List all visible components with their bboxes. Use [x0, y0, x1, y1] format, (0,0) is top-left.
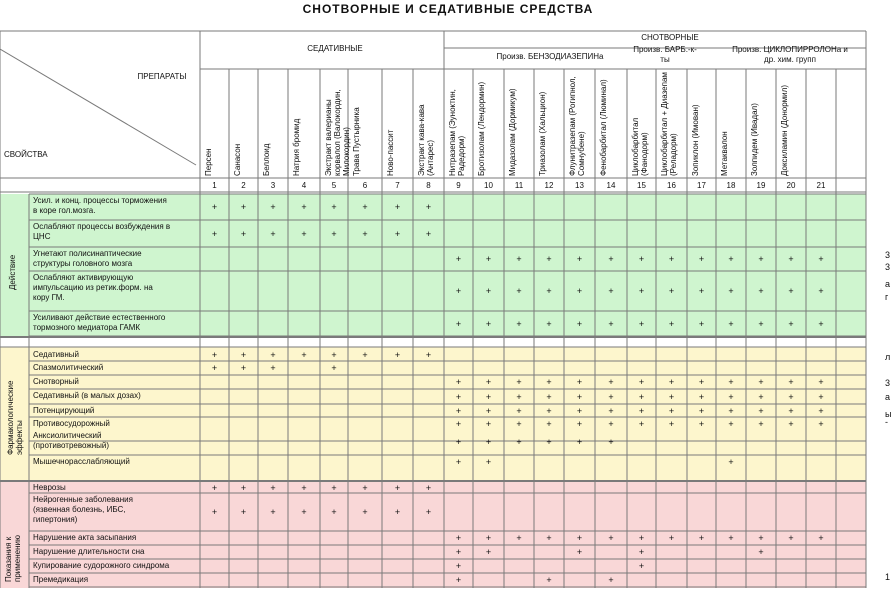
plus-mark: + — [240, 483, 247, 493]
group-label-indications: Показания к применению — [4, 535, 22, 582]
column-number: 9 — [456, 181, 461, 190]
plus-mark: + — [485, 547, 492, 557]
plus-mark: + — [362, 228, 368, 239]
plus-mark: + — [485, 391, 492, 402]
plus-mark: + — [728, 533, 734, 543]
plus-mark: + — [788, 286, 794, 296]
plus-mark: + — [758, 419, 764, 429]
column-number: 13 — [575, 181, 584, 190]
plus-mark: + — [485, 533, 492, 543]
plus-mark: + — [485, 437, 492, 447]
column-number: 10 — [484, 181, 493, 190]
plus-mark: + — [331, 483, 337, 493]
plus-mark: + — [362, 202, 368, 212]
row-label: Анксиолитический (противотревожный) — [33, 431, 110, 450]
plus-mark: + — [455, 406, 462, 416]
plus-mark: + — [455, 575, 462, 585]
plus-mark: + — [270, 507, 276, 517]
edge-fragment: 3 — [885, 250, 891, 260]
plus-mark: + — [818, 419, 824, 429]
drug-name: Нитразепам (Эуноктин, Радедорм) — [448, 89, 466, 176]
plus-mark: + — [301, 483, 307, 493]
plus-mark: + — [455, 377, 462, 387]
plus-mark: + — [668, 377, 675, 387]
row-label: Нарушение акта засыпания — [33, 533, 137, 542]
row-label: Седативный — [33, 350, 80, 359]
plus-mark: + — [394, 507, 401, 517]
plus-mark: + — [758, 377, 764, 387]
plus-mark: + — [394, 228, 401, 239]
plus-mark: + — [516, 377, 522, 387]
drug-name: Доксиламин (Донормил) — [780, 85, 789, 176]
drug-name: Санасон — [233, 143, 242, 176]
plus-mark: + — [758, 254, 764, 264]
plus-mark: + — [240, 350, 247, 360]
plus-mark: + — [516, 391, 522, 402]
row-label: Снотворный — [33, 377, 79, 386]
column-number: 7 — [395, 181, 400, 190]
header-barb: Произв. БАРБ.-к- ты — [633, 45, 697, 64]
plus-mark: + — [394, 202, 401, 212]
plus-mark: + — [608, 575, 614, 585]
plus-mark: + — [638, 318, 645, 329]
plus-mark: + — [698, 406, 705, 416]
plus-mark: + — [455, 419, 462, 429]
plus-mark: + — [516, 318, 522, 329]
plus-mark: + — [455, 318, 462, 329]
plus-mark: + — [728, 406, 734, 416]
plus-mark: + — [425, 507, 432, 517]
edge-fragment: а — [885, 279, 891, 289]
row-label: Неврозы — [33, 483, 66, 492]
plus-mark: + — [576, 533, 583, 543]
plus-mark: + — [455, 561, 462, 571]
header-snotvornye: СНОТВОРНЫЕ — [641, 33, 699, 42]
column-number: 4 — [301, 181, 307, 190]
edge-fragment: а — [885, 392, 891, 402]
plus-mark: + — [331, 350, 337, 360]
edge-fragment: ы — [885, 409, 892, 419]
plus-mark: + — [331, 363, 337, 373]
row-label: Нарушение длительности сна — [33, 547, 145, 556]
plus-mark: + — [485, 406, 492, 416]
plus-mark: + — [728, 391, 734, 402]
column-number: 20 — [786, 181, 796, 190]
plus-mark: + — [788, 254, 794, 264]
row-label: Спазмолитический — [33, 363, 104, 372]
plus-mark: + — [485, 254, 492, 264]
drug-name: Флунитразепам (Рогипнол, Сомнубене) — [568, 76, 586, 176]
column-number: 16 — [667, 181, 676, 190]
plus-mark: + — [608, 254, 614, 264]
plus-mark: + — [758, 406, 764, 416]
header-diagonal — [0, 49, 196, 165]
edge-fragment: - — [885, 417, 888, 427]
plus-mark: + — [331, 202, 337, 212]
drug-name: Золпидем (Ивадал) — [750, 103, 759, 176]
plus-mark: + — [425, 202, 432, 212]
plus-mark: + — [608, 533, 614, 543]
plus-mark: + — [638, 561, 645, 571]
plus-mark: + — [818, 318, 824, 329]
plus-mark: + — [698, 377, 705, 387]
group-label-pharm: Фармакологические эффекты — [6, 380, 24, 455]
plus-mark: + — [516, 533, 522, 543]
plus-mark: + — [818, 286, 824, 296]
plus-mark: + — [362, 350, 368, 360]
drug-name: Персен — [204, 148, 213, 176]
column-number: 1 — [212, 181, 217, 190]
plus-mark: + — [788, 419, 794, 429]
plus-mark: + — [576, 406, 583, 416]
drug-name: Циклобарбитал + Диазепам (Реладорм) — [660, 72, 678, 176]
plus-mark: + — [698, 286, 705, 296]
column-number: 5 — [331, 181, 337, 190]
plus-mark: + — [638, 419, 645, 429]
plus-mark: + — [485, 457, 492, 467]
edge-fragment: 3 — [885, 378, 891, 388]
plus-mark: + — [608, 391, 614, 402]
plus-mark: + — [698, 254, 705, 264]
row-label: Купирование судорожного синдрома — [33, 561, 170, 570]
header-svoistva: СВОЙСТВА — [4, 150, 48, 159]
row-label: Усил. и конц. процессы торможения в коре гол.мозга. — [33, 196, 167, 215]
plus-mark: + — [638, 391, 645, 402]
drug-name: Метаквалон — [720, 131, 729, 176]
plus-mark: + — [270, 202, 276, 212]
row-label: Нейрогенные заболевания (язвенная болезнь, ИБС, гипертония) — [33, 495, 133, 524]
row-label: Усиливают действие естественного тормозного медиатора ГАМК — [33, 313, 166, 332]
plus-mark: + — [668, 318, 675, 329]
plus-mark: + — [608, 286, 614, 296]
plus-mark: + — [668, 533, 675, 543]
plus-mark: + — [638, 286, 645, 296]
plus-mark: + — [516, 286, 522, 296]
plus-mark: + — [546, 318, 552, 329]
plus-mark: + — [546, 377, 552, 387]
plus-mark: + — [425, 350, 432, 360]
plus-mark: + — [608, 437, 614, 447]
plus-mark: + — [455, 391, 462, 402]
plus-mark: + — [546, 533, 552, 543]
plus-mark: + — [485, 419, 492, 429]
drug-name: Циклобарбитал (Фанодорм) — [631, 117, 649, 176]
plus-mark: + — [425, 228, 432, 239]
plus-mark: + — [455, 254, 462, 264]
plus-mark: + — [211, 483, 218, 493]
plus-mark: + — [698, 318, 705, 329]
plus-mark: + — [516, 437, 522, 447]
plus-mark: + — [788, 377, 794, 387]
column-number: 3 — [270, 181, 276, 190]
group-label-action: Действие — [8, 254, 17, 290]
drug-name: Экстракт кава-кава (Антарес) — [417, 104, 435, 176]
row-label: Потенцирующий — [33, 406, 95, 415]
plus-mark: + — [818, 406, 824, 416]
plus-mark: + — [546, 437, 552, 447]
plus-mark: + — [270, 483, 276, 493]
row-label: Противосудорожный — [33, 419, 110, 428]
plus-mark: + — [455, 457, 462, 467]
plus-mark: + — [668, 286, 675, 296]
plus-mark: + — [788, 318, 794, 329]
column-number: 14 — [606, 181, 616, 190]
plus-mark: + — [270, 363, 276, 373]
plus-mark: + — [668, 391, 675, 402]
drug-name: Фенобарбитал (Люминал) — [599, 79, 608, 176]
column-number: 6 — [362, 181, 368, 190]
plus-mark: + — [362, 483, 368, 493]
plus-mark: + — [638, 254, 645, 264]
plus-mark: + — [546, 406, 552, 416]
plus-mark: + — [546, 286, 552, 296]
drug-name: Бротизолам (Лендормин) — [477, 81, 486, 176]
plus-mark: + — [638, 533, 645, 543]
row-label: Мышечнорасслабляющий — [33, 457, 130, 466]
plus-mark: + — [211, 202, 218, 212]
plus-mark: + — [608, 406, 614, 416]
plus-mark: + — [576, 254, 583, 264]
drug-name: Трава Пустырника — [352, 107, 361, 176]
plus-mark: + — [698, 419, 705, 429]
column-number: 2 — [241, 181, 246, 190]
plus-mark: + — [211, 228, 218, 239]
column-number: 15 — [637, 181, 646, 190]
column-number: 18 — [726, 181, 736, 190]
plus-mark: + — [485, 377, 492, 387]
column-number: 17 — [697, 181, 706, 190]
plus-mark: + — [394, 350, 401, 360]
plus-mark: + — [425, 483, 432, 493]
plus-mark: + — [576, 419, 583, 429]
plus-mark: + — [240, 228, 247, 239]
plus-mark: + — [455, 547, 462, 557]
plus-mark: + — [576, 547, 583, 557]
plus-mark: + — [546, 391, 552, 402]
plus-mark: + — [638, 406, 645, 416]
edge-fragment: г — [885, 292, 889, 302]
plus-mark: + — [758, 318, 764, 329]
column-number: 19 — [756, 181, 766, 190]
column-number: 12 — [544, 181, 554, 190]
plus-mark: + — [788, 391, 794, 402]
plus-mark: + — [516, 419, 522, 429]
plus-mark: + — [758, 391, 764, 402]
plus-mark: + — [516, 254, 522, 264]
drug-name: Зопиклон (Имован) — [691, 104, 700, 176]
plus-mark: + — [455, 286, 462, 296]
plus-mark: + — [818, 391, 824, 402]
plus-mark: + — [301, 228, 307, 239]
plus-mark: + — [758, 547, 764, 557]
plus-mark: + — [240, 507, 247, 517]
plus-mark: + — [728, 286, 734, 296]
row-label: Премедикация — [33, 575, 89, 584]
plus-mark: + — [546, 419, 552, 429]
plus-mark: + — [668, 406, 675, 416]
plus-mark: + — [728, 318, 734, 329]
plus-mark: + — [516, 406, 522, 416]
plus-mark: + — [211, 507, 218, 517]
plus-mark: + — [485, 286, 492, 296]
plus-mark: + — [758, 533, 764, 543]
plus-mark: + — [331, 507, 337, 517]
edge-fragment: 1 — [885, 572, 891, 582]
plus-mark: + — [818, 533, 824, 543]
plus-mark: + — [455, 437, 462, 447]
column-number: 11 — [514, 181, 524, 190]
plus-mark: + — [546, 254, 552, 264]
plus-mark: + — [818, 254, 824, 264]
header-sedativnye: СЕДАТИВНЫЕ — [307, 44, 363, 53]
plus-mark: + — [608, 318, 614, 329]
plus-mark: + — [576, 318, 583, 329]
plus-mark: + — [728, 457, 734, 467]
plus-mark: + — [638, 377, 645, 387]
drug-name: Беллоид — [262, 143, 271, 176]
plus-mark: + — [728, 419, 734, 429]
plus-mark: + — [331, 228, 337, 239]
row-label: Ослабляют активирующую импульсацию из ретик.форм. на кору ГМ. — [33, 273, 153, 302]
plus-mark: + — [668, 254, 675, 264]
plus-mark: + — [788, 406, 794, 416]
row-label: Ослабляют процессы возбуждения в ЦНС — [33, 222, 171, 241]
plus-mark: + — [270, 228, 276, 239]
drug-name: Триазолам (Хальцион) — [538, 91, 547, 176]
row-label: Угнетают полисинаптические структуры головного мозга — [33, 249, 142, 268]
plus-mark: + — [576, 437, 583, 447]
plus-mark: + — [394, 483, 401, 493]
plus-mark: + — [728, 254, 734, 264]
column-number: 8 — [426, 181, 431, 190]
plus-mark: + — [546, 575, 552, 585]
drug-name: Экстракт валерианы корвалол (Валокордин, Милокордин) — [324, 89, 351, 176]
plus-mark: + — [301, 350, 307, 360]
plus-mark: + — [240, 202, 247, 212]
plus-mark: + — [301, 202, 307, 212]
plus-mark: + — [638, 547, 645, 557]
plus-mark: + — [576, 377, 583, 387]
plus-mark: + — [758, 286, 764, 296]
drug-name: Мидазолам (Дормикум) — [508, 88, 517, 176]
plus-mark: + — [576, 286, 583, 296]
row-label: Седативный (в малых дозах) — [33, 391, 141, 400]
header-ciklo: Произв. ЦИКЛОПИРРОЛОНа и др. хим. групп — [732, 45, 848, 64]
plus-mark: + — [301, 507, 307, 517]
edge-fragment: л — [885, 352, 891, 362]
plus-mark: + — [270, 350, 276, 360]
plus-mark: + — [728, 377, 734, 387]
plus-mark: + — [608, 419, 614, 429]
plus-mark: + — [698, 391, 705, 402]
edge-fragment: 3 — [885, 262, 891, 272]
plus-mark: + — [362, 507, 368, 517]
plus-mark: + — [211, 350, 218, 360]
page-title: СНОТВОРНЫЕ И СЕДАТИВНЫЕ СРЕДСТВА — [302, 2, 594, 16]
header-preparaty: ПРЕПАРАТЫ — [137, 72, 187, 81]
plus-mark: + — [698, 533, 705, 543]
plus-mark: + — [455, 533, 462, 543]
plus-mark: + — [818, 377, 824, 387]
drug-name: Натрия бромид — [292, 118, 301, 176]
plus-mark: + — [485, 318, 492, 329]
plus-mark: + — [668, 419, 675, 429]
plus-mark: + — [576, 391, 583, 402]
column-number: 21 — [816, 181, 826, 190]
plus-mark: + — [608, 377, 614, 387]
plus-mark: + — [788, 533, 794, 543]
plus-mark: + — [211, 363, 218, 373]
plus-mark: + — [240, 363, 247, 373]
header-benzo: Произв. БЕНЗОДИАЗЕПИНа — [496, 52, 604, 61]
drug-name: Ново-пассит — [386, 129, 395, 176]
